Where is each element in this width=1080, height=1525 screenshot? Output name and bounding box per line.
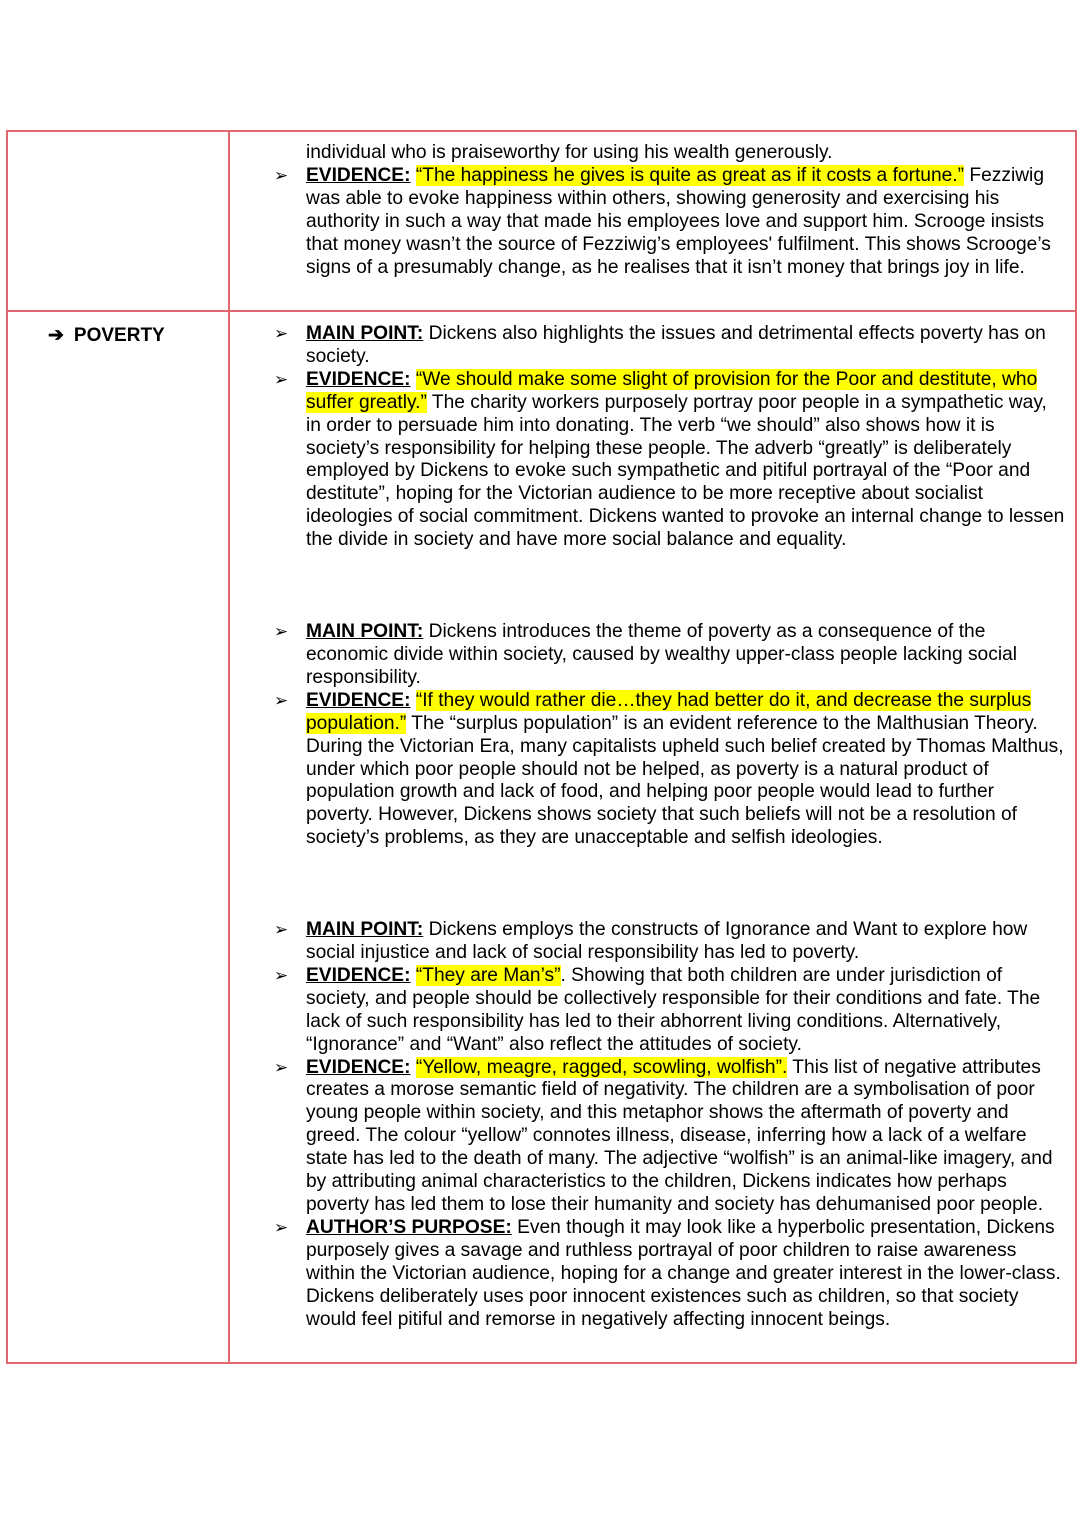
evidence-text: The “surplus population” is an evident reference to the Malthusian Theory. During the Victorian Era, many capitalists upheld such belief created by Thomas Malthus, under which poor people should not be helped, as poverty is a natural product of population growth and lack of food, and helping poor people would lead to further poverty. However, Dickens shows society that such beliefs will not be a resolution of society’s problems, as they are unacceptable and selfish ideologies. — [306, 712, 1064, 849]
highlighted-quote: “We should make some slight of provision for the Poor and destitute, who suffer greatly.” — [306, 368, 1038, 413]
evidence-item — [270, 1057, 1065, 1217]
table-row-poverty — [6, 310, 1077, 1364]
evidence-label: EVIDENCE: — [306, 368, 411, 390]
highlighted-quote: “If they would rather die…they had better do it, and decrease the surplus population.” — [306, 689, 1032, 734]
evidence-text: This list of negative attributes creates a morose semantic field of negativity. The children are a symbolisation of poor young people within society, and this metaphor shows the aftermath of poverty and greed. The colour “yellow” connotes illness, disease, inferring how a lack of a welfare state has led to the death of many. The adjective “wolfish” is an animal-like imagery, and by attributing animal characteristics to the children, Dickens indicates how perhaps poverty has led them to lose their humanity and society has dehumanised poor people. — [306, 1056, 1053, 1215]
row-content — [270, 323, 1065, 1331]
arrowhead-bullet-icon: ➢ — [274, 622, 289, 642]
spacer — [270, 850, 1065, 919]
arrowhead-bullet-icon: ➢ — [274, 1217, 289, 1237]
main-point-text: Dickens also highlights the issues and detrimental effects poverty has on society. — [306, 323, 1046, 367]
arrowhead-bullet-icon: ➢ — [274, 690, 289, 710]
main-point-label: MAIN POINT: — [306, 323, 424, 344]
evidence-label: EVIDENCE: — [306, 964, 411, 986]
arrowhead-bullet-icon: ➢ — [274, 165, 289, 185]
table-row-generosity — [6, 130, 1077, 312]
evidence-text: . Showing that both children are under jurisdiction of society, and people should be collectively responsible for their conditions and fate. The lack of such responsibility has led to their abhorrent living conditions. Alternatively, “Ignorance” and “Want” also reflect the attitudes of society. — [306, 964, 1041, 1055]
spacer — [270, 552, 1065, 621]
highlighted-quote: “They are Man’s” — [415, 964, 561, 986]
arrowhead-bullet-icon: ➢ — [274, 369, 289, 389]
evidence-text: Fezziwig was able to evoke happiness within others, showing generosity and exercising his authority in such a way that made his employees love and support him. Scrooge insists that money wasn’t the source of Fezziwig’s employees' fulfilment. This shows Scrooge’s signs of a presumably change, as he realises that it isn’t money that brings joy in life. — [306, 164, 1051, 278]
evidence-item — [270, 165, 1065, 280]
evidence-label: EVIDENCE: — [306, 1056, 411, 1078]
main-point-text: Dickens introduces the theme of poverty as a consequence of the economic divide within society, caused by wealthy upper-class people lacking social responsibility. — [306, 621, 1018, 688]
column-divider — [228, 132, 230, 310]
theme-heading — [48, 324, 165, 347]
evidence-label: EVIDENCE: — [306, 689, 411, 711]
evidence-text: The charity workers purposely portray poor people in a sympathetic way, in order to persuade him into donating. The verb “we should” also shows how it is society’s responsibility for helping these people. The adverb “greatly” is deliberately employed by Dickens to evoke such sympathetic and pitiful portrayal of the “Poor and destitute”, hoping for the Victorian audience to be more receptive about socialist ideologies of social commitment. Dickens wanted to provoke an internal change to lessen the divide in society and have more social balance and equality. — [306, 391, 1065, 551]
right-arrow-icon: ➔ — [48, 325, 64, 346]
main-point-item — [270, 621, 1065, 690]
arrowhead-bullet-icon: ➢ — [274, 965, 289, 985]
main-point-label: MAIN POINT: — [306, 919, 424, 941]
main-point-item — [270, 323, 1065, 369]
evidence-item — [270, 369, 1065, 552]
column-divider — [228, 312, 230, 1362]
highlighted-quote: “The happiness he gives is quite as great as if it costs a fortune.” — [415, 164, 965, 186]
author-purpose-text: Even though it may look like a hyperbolic presentation, Dickens purposely gives a savage and ruthless portrayal of poor children to raise awareness within the Victorian audience, hoping for a change and greater interest in the lower-class. Dickens deliberately uses poor innocent existences such as children, so that society would feel pitiful and remorse in negatively affecting innocent beings. — [306, 1216, 1061, 1330]
arrowhead-bullet-icon: ➢ — [274, 324, 289, 343]
author-purpose-item — [270, 1217, 1065, 1332]
row-content — [270, 142, 1065, 279]
arrowhead-bullet-icon: ➢ — [274, 920, 289, 940]
theme-title: POVERTY — [73, 325, 165, 346]
continued-text — [270, 142, 1065, 165]
continued-text-body: individual who is praiseworthy for using his wealth generously. — [306, 142, 833, 163]
main-point-text: Dickens employs the constructs of Ignorance and Want to explore how social injustice and lack of social responsibility has led to poverty. — [306, 919, 1028, 964]
evidence-label: EVIDENCE: — [306, 164, 411, 186]
arrowhead-bullet-icon: ➢ — [274, 1057, 289, 1077]
evidence-item — [270, 965, 1065, 1057]
main-point-item — [270, 919, 1065, 965]
highlighted-quote: “Yellow, meagre, ragged, scowling, wolfish”. — [415, 1056, 788, 1078]
author-purpose-label: AUTHOR’S PURPOSE: — [306, 1216, 512, 1238]
main-point-label: MAIN POINT: — [306, 621, 424, 643]
evidence-item — [270, 690, 1065, 850]
